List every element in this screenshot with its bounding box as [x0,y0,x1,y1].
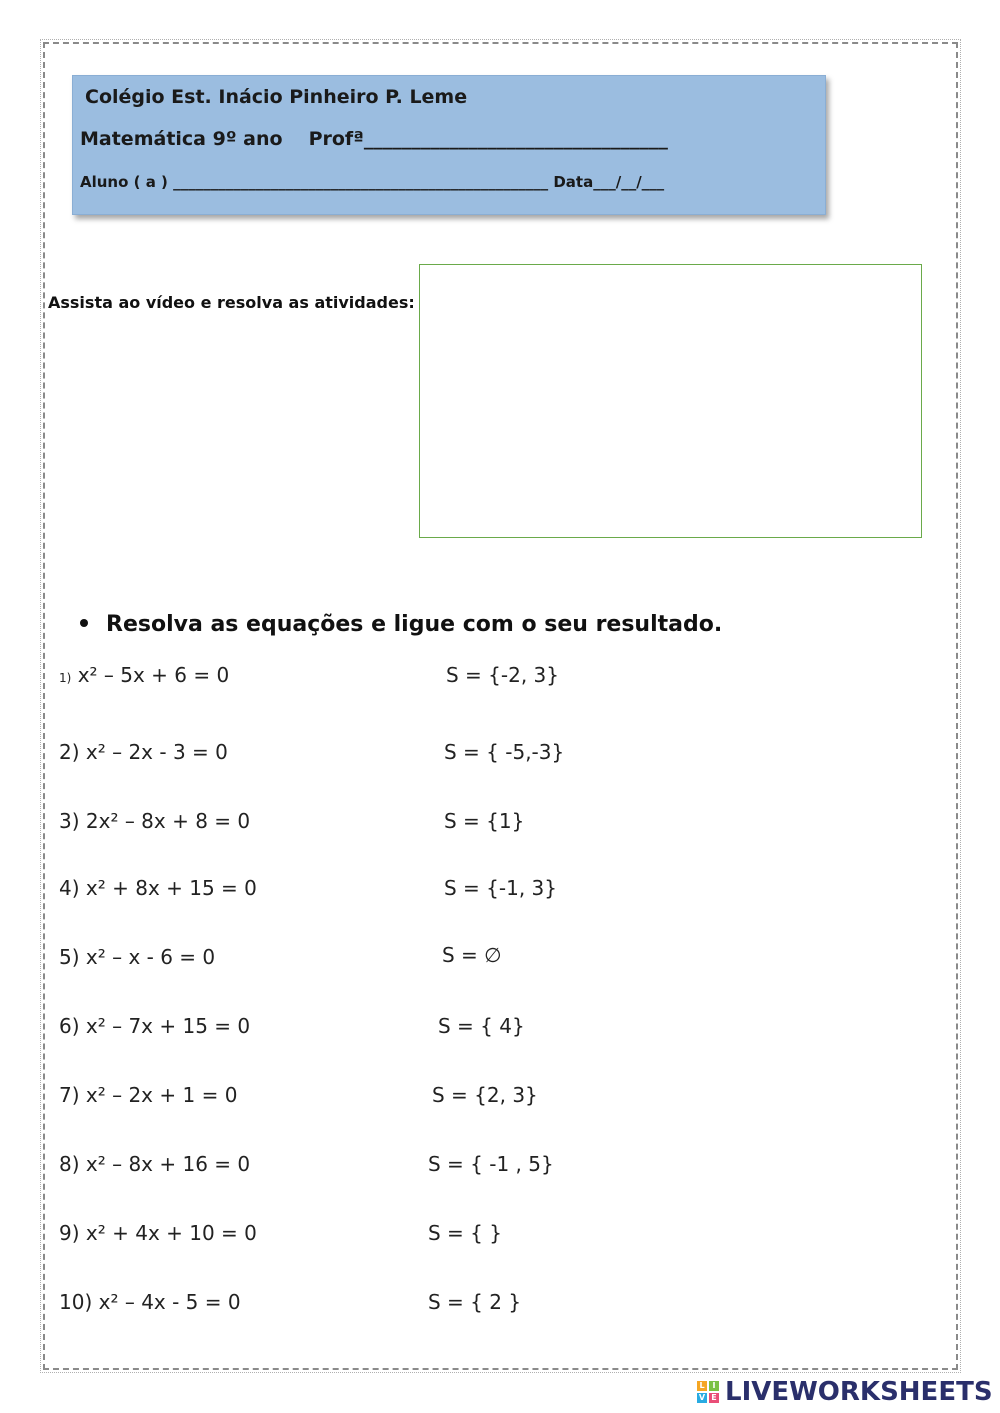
equation-number: 5) [59,945,80,969]
equation-number: 7) [59,1083,80,1107]
equation-expr: x² – 2x + 1 = 0 [85,1083,238,1107]
solution-item[interactable]: S = { -1 , 5} [428,1152,554,1176]
bullet-icon [80,619,88,627]
solution-item[interactable]: S = { 4} [438,1014,525,1038]
solution-item[interactable]: S = {-2, 3} [446,663,559,687]
subject-line [80,128,668,150]
equation-item[interactable] [59,1014,250,1038]
subject-label: Matemática 9º ano [80,128,283,150]
equation-expr: x² – x - 6 = 0 [85,945,216,969]
equation-expr: x² – 4x - 5 = 0 [98,1290,241,1314]
task-heading [80,612,722,637]
equation-expr: x² – 7x + 15 = 0 [85,1014,251,1038]
solution-item[interactable]: S = ∅ [442,943,502,967]
student-field[interactable]: Aluno ( a ) __________________________________________________ Data___/__/___ [80,173,665,191]
equation-expr: x² + 8x + 15 = 0 [85,876,257,900]
instruction-text: Assista ao vídeo e resolva as atividades: [48,293,415,312]
equation-number: 4) [59,876,80,900]
liveworksheets-logo [697,1377,993,1407]
brand-name: LIVEWORKSHEETS [725,1377,993,1407]
equation-item[interactable] [59,876,257,900]
equation-expr: x² + 4x + 10 = 0 [85,1221,257,1245]
video-placeholder[interactable] [419,264,922,538]
solution-item[interactable]: S = { 2 } [428,1290,522,1314]
equation-item[interactable] [59,1152,250,1176]
teacher-field[interactable]: Profª________________________________ [308,128,668,150]
equation-number: 8) [59,1152,80,1176]
equation-item[interactable] [59,945,215,969]
solution-item[interactable]: S = { -5,-3} [444,740,565,764]
logo-letter-i: I [709,1381,719,1391]
equation-number: 2) [59,740,80,764]
solution-item[interactable]: S = {1} [444,809,525,833]
logo-letter-e: E [709,1393,719,1403]
equation-item[interactable] [59,1083,237,1107]
equation-number: 10) [59,1290,93,1314]
solution-item[interactable]: S = { } [428,1221,502,1245]
equation-number: 1) [59,671,72,685]
equation-item[interactable] [59,1221,257,1245]
equation-expr: x² – 8x + 16 = 0 [85,1152,251,1176]
equation-number: 9) [59,1221,80,1245]
task-text: Resolva as equações e ligue com o seu resultado. [106,612,723,637]
equation-item[interactable] [59,740,228,764]
equation-expr: x² – 5x + 6 = 0 [77,663,230,687]
equation-item[interactable] [59,663,229,687]
logo-letter-l: L [697,1381,707,1391]
logo-mark-icon [697,1381,719,1403]
logo-letter-v: V [698,1393,706,1402]
header-box [72,75,826,215]
equation-number: 6) [59,1014,80,1038]
equation-item[interactable] [59,1290,241,1314]
equation-expr: 2x² – 8x + 8 = 0 [85,809,251,833]
equation-expr: x² – 2x - 3 = 0 [85,740,228,764]
equation-item[interactable] [59,809,250,833]
school-name: Colégio Est. Inácio Pinheiro P. Leme [85,86,468,108]
solution-item[interactable]: S = {2, 3} [432,1083,538,1107]
equation-number: 3) [59,809,80,833]
solution-item[interactable]: S = {-1, 3} [444,876,557,900]
